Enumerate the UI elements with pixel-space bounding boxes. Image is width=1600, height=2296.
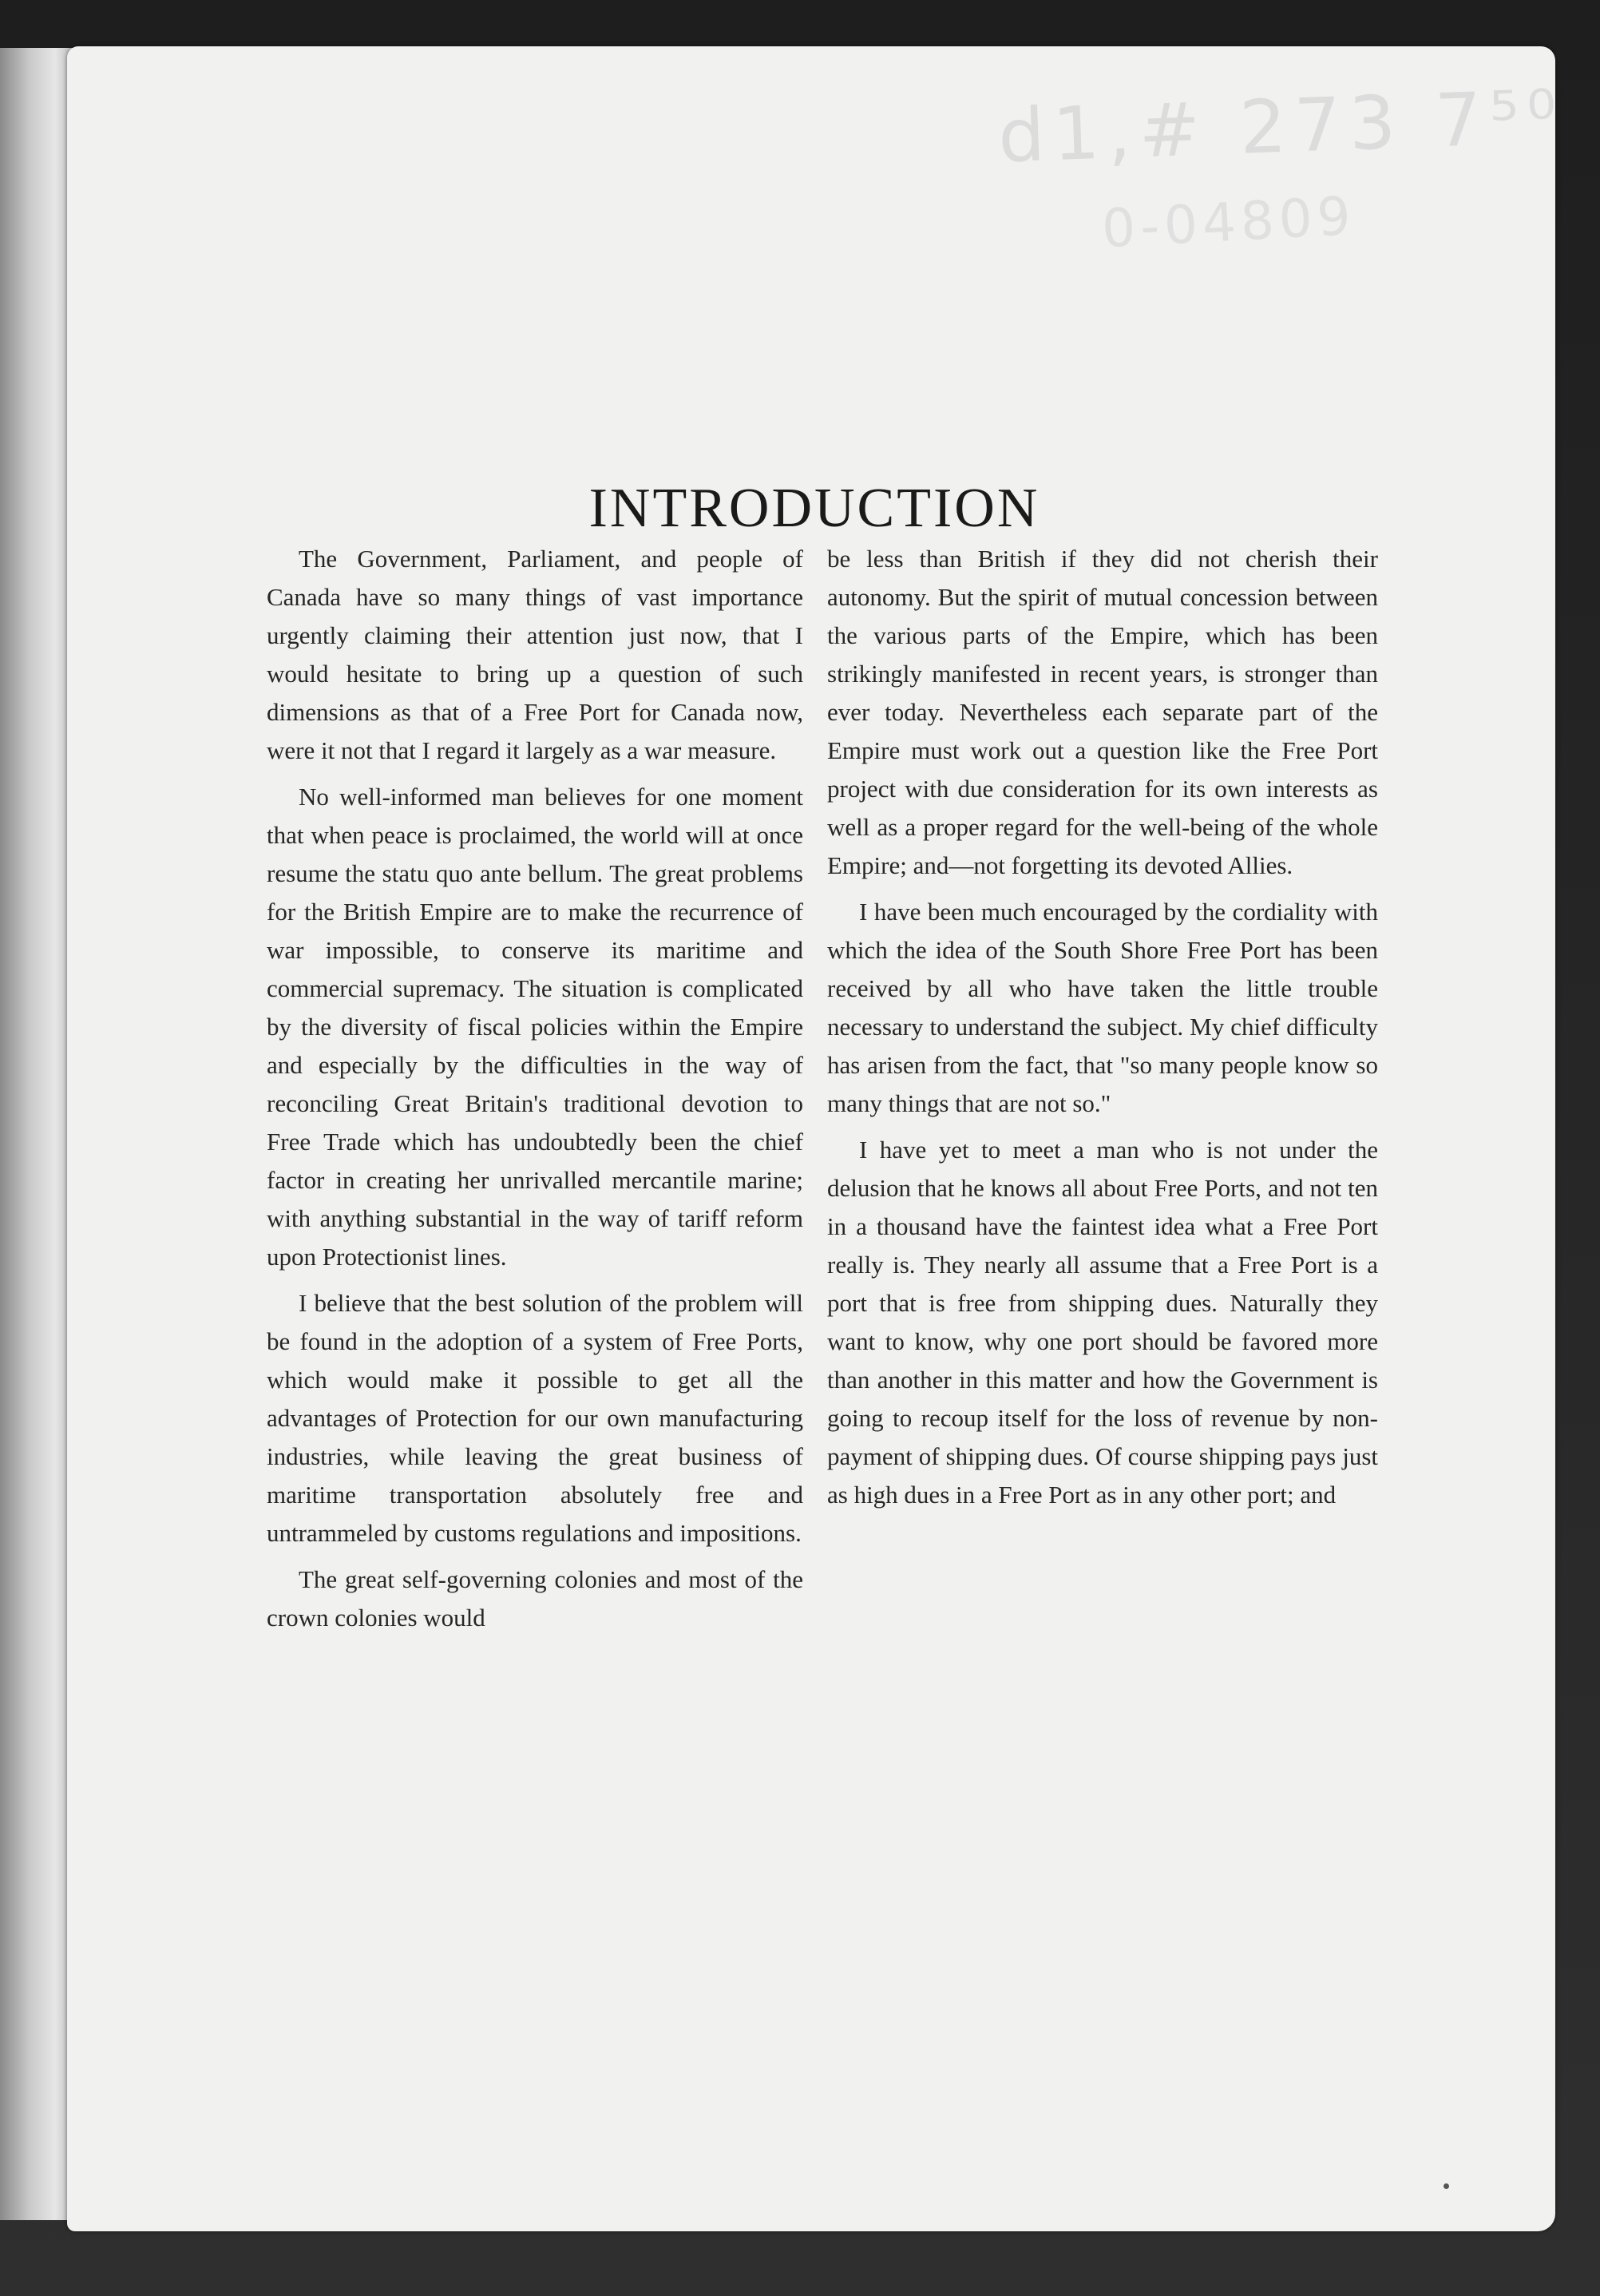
- page-title: INTRODUCTION: [588, 477, 1040, 539]
- paragraph: The great self-governing colonies and most of the crown colonies would: [267, 1565, 803, 1632]
- paragraph: No well-informed man believes for one moment that when peace is proclaimed, the world will at once resume the statu quo ante bellum. The great problems for the British Empire are to make the recurrence of war impossible, to conserve its maritime and commercial supremacy. The situation is complicated by the diversity of fiscal policies within the Empire and especially by the difficulties in the way of reconciling Great Britain's traditional devotion to Free Trade which has undoubtedly been the chief factor in creating her unrivalled mercantile marine; with anything substantial in the way of tariff reform upon Protectionist lines.: [267, 783, 803, 1271]
- text-column-left: [267, 540, 803, 1645]
- paragraph: be less than British if they did not cherish their autonomy. But the spirit of mutual concession between the various parts of the Empire, which has been strikingly manifested in recent years, is stronger than ever today. Nevertheless each separate part of the Empire must work out a question like the Free Port project with due consideration for its own interests as well as a proper regard for the well-being of the whole Empire; and—not forgetting its devoted Allies.: [827, 545, 1378, 879]
- text-column-right: [827, 540, 1378, 1522]
- page-speck: [1444, 2183, 1449, 2189]
- left-page-edge: [0, 48, 73, 2220]
- paragraph: I have been much encouraged by the cordiality with which the idea of the South Shore Free Port has been received by all who have taken the little trouble necessary to understand the subject. My chief difficulty has arisen from the fact, that "so many people know so many things that are not so.": [827, 898, 1378, 1117]
- paragraph: I believe that the best solution of the problem will be found in the adoption of a system of Free Ports, which would make it possible to get all the advantages of Protection for our own manufacturing industries, while leaving the great business of maritime transportation absolutely free and untrammeled by customs regulations and impositions.: [267, 1289, 803, 1547]
- pencil-annotation-number: 0-04809: [1100, 184, 1357, 260]
- paragraph: The Government, Parliament, and people of Canada have so many things of vast importance urgently claiming their attention just now, that I would hesitate to bring up a question of such dimensions as that of a Free Port for Canada now, were it not that I regard it largely as a war measure.: [267, 545, 803, 764]
- paragraph: I have yet to meet a man who is not under the delusion that he knows all about Free Ports, and not ten in a thousand have the faintest idea what a Free Port really is. They nearly all assume that a Free Port is a port that is free from shipping dues. Naturally they want to know, why one port should be favored more than another in this matter and how the Government is going to recoup itself for the loss of revenue by nonpayment of shipping dues. Of course shipping pays just as high dues in a Free Port as in any other port; and: [827, 1136, 1378, 1509]
- pencil-annotation-catalog: d1,# 273 7⁵⁰: [996, 73, 1566, 180]
